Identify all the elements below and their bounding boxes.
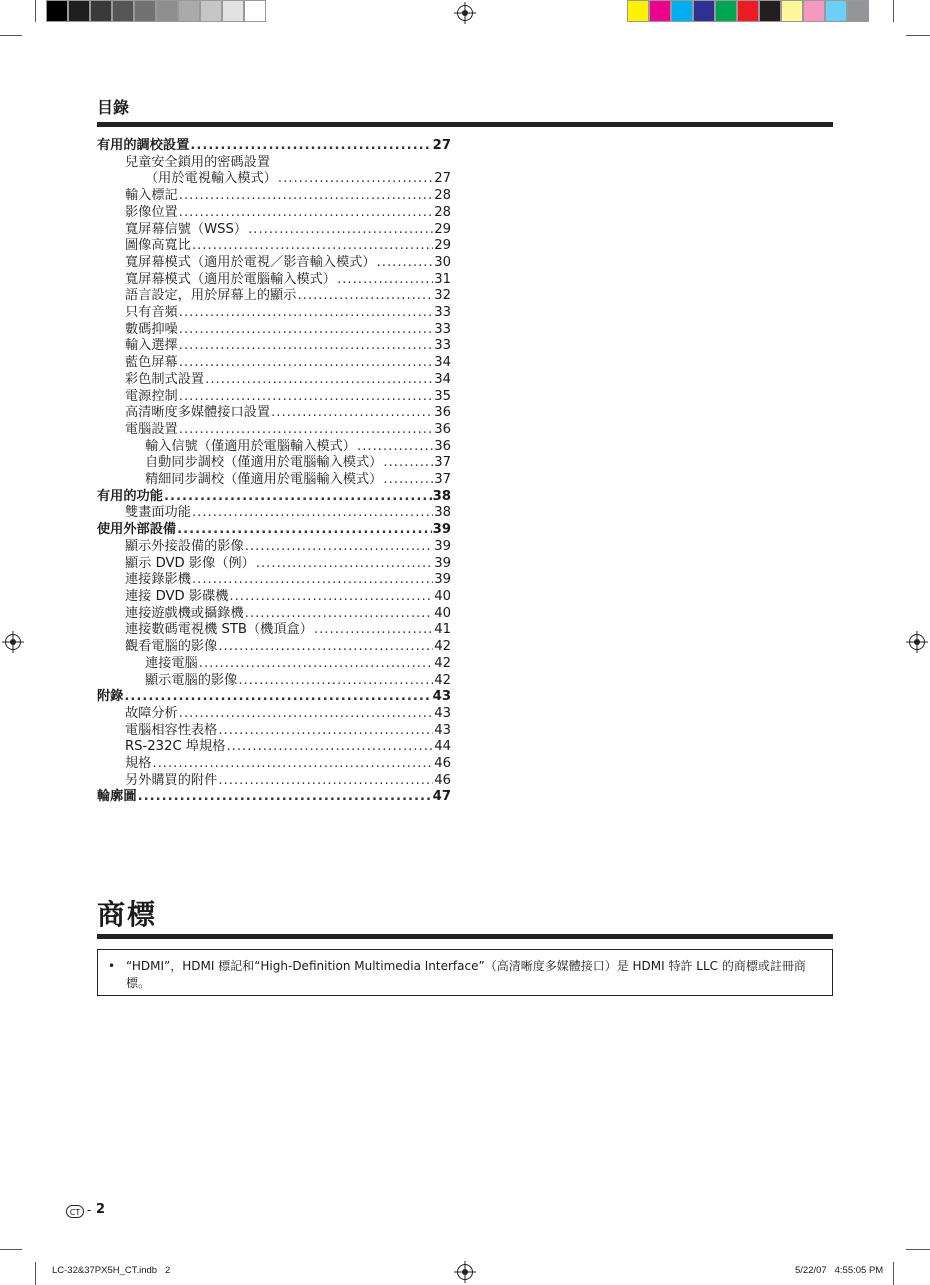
color-swatch bbox=[737, 0, 759, 22]
toc-entry-title: 連接電腦 bbox=[145, 655, 198, 671]
toc-leader-dots bbox=[383, 472, 433, 489]
toc-entry-title: 另外購買的附件 bbox=[125, 772, 218, 788]
toc-leader-dots bbox=[383, 455, 433, 472]
crop-mark bbox=[906, 35, 930, 36]
toc-entry-title: 觀看電腦的影像 bbox=[125, 639, 218, 655]
toc-entry-title: 連接數碼電視機 STB（機頂盒） bbox=[125, 622, 313, 638]
registration-mark-icon bbox=[457, 1264, 473, 1280]
toc-entry[interactable] bbox=[97, 389, 451, 406]
toc-entry-page: 43 bbox=[432, 689, 451, 705]
toc-leader-dots bbox=[297, 288, 433, 305]
color-swatch bbox=[781, 0, 803, 22]
toc-entry-title: 只有音頻 bbox=[125, 305, 178, 321]
toc-entry-title: 有用的功能 bbox=[97, 488, 163, 504]
toc-entry-title: 連接錄影機 bbox=[125, 572, 191, 588]
toc-entry-page: 36 bbox=[434, 421, 451, 437]
toc-entry-title: 顯示外接設備的影像 bbox=[125, 538, 244, 554]
toc-entry-page: 30 bbox=[434, 254, 451, 270]
toc-leader-dots bbox=[179, 422, 433, 439]
toc-entry-title: RS-232C 埠規格 bbox=[125, 739, 226, 755]
toc-leader-dots bbox=[245, 539, 434, 556]
toc-entry-page: 31 bbox=[434, 271, 451, 287]
toc-entry[interactable] bbox=[97, 222, 451, 239]
toc-entry-title: 顯示電腦的影像 bbox=[145, 672, 238, 688]
toc-entry[interactable] bbox=[97, 322, 451, 339]
toc-entry-page: 33 bbox=[434, 338, 451, 354]
toc-entry-page: 34 bbox=[434, 371, 451, 387]
color-calibration-bar bbox=[627, 0, 869, 24]
toc-entry-page: 46 bbox=[434, 756, 451, 772]
toc-entry-page: 43 bbox=[434, 722, 451, 738]
toc-entry[interactable] bbox=[97, 188, 451, 205]
gray-calibration-bar bbox=[46, 0, 266, 24]
toc-leader-dots bbox=[377, 255, 434, 272]
toc-entry[interactable] bbox=[97, 739, 451, 756]
toc-leader-dots bbox=[138, 789, 432, 806]
toc-entry-page: 39 bbox=[432, 522, 451, 538]
toc-entry-title: 藍色屏幕 bbox=[125, 355, 178, 371]
color-swatch bbox=[715, 0, 737, 22]
toc-leader-dots bbox=[190, 138, 431, 155]
toc-leader-dots bbox=[199, 656, 433, 673]
toc-divider bbox=[97, 122, 833, 127]
toc-entry-title: 輸入信號（僅適用於電腦輸入模式） bbox=[145, 438, 356, 454]
color-swatch bbox=[825, 0, 847, 22]
toc-entry-title: 寬屏幕模式（適用於電腦輸入模式） bbox=[125, 271, 336, 287]
footer-timestamp: 5/22/07 4:55:05 PM bbox=[795, 1265, 884, 1276]
toc-entry-page: 28 bbox=[434, 204, 451, 220]
toc-entry-title: 連接遊戲機或攝錄機 bbox=[125, 605, 244, 621]
toc-entry[interactable] bbox=[97, 288, 451, 305]
toc-entry[interactable] bbox=[97, 238, 451, 255]
trademarks-divider bbox=[97, 934, 833, 939]
toc-leader-dots bbox=[179, 706, 433, 723]
toc-entry-title: 高清晰度多媒體接口設置 bbox=[125, 405, 271, 421]
crop-mark bbox=[893, 1262, 894, 1285]
toc-entry-title: 輪廓圖 bbox=[97, 789, 137, 805]
toc-entry-page: 40 bbox=[434, 588, 451, 604]
color-swatch bbox=[244, 0, 266, 22]
toc-leader-dots bbox=[179, 188, 433, 205]
toc-list bbox=[97, 138, 451, 806]
color-swatch bbox=[200, 0, 222, 22]
color-swatch bbox=[112, 0, 134, 22]
toc-entry[interactable] bbox=[97, 472, 451, 489]
registration-mark-icon bbox=[5, 634, 21, 650]
toc-leader-dots bbox=[238, 673, 433, 690]
toc-entry[interactable] bbox=[97, 789, 451, 806]
color-swatch bbox=[627, 0, 649, 22]
toc-entry-page: 46 bbox=[434, 772, 451, 788]
toc-entry-page: 38 bbox=[432, 488, 451, 504]
toc-leader-dots bbox=[192, 238, 433, 255]
toc-entry[interactable] bbox=[97, 272, 451, 289]
toc-entry-page: 37 bbox=[434, 455, 451, 471]
color-swatch bbox=[693, 0, 715, 22]
toc-leader-dots bbox=[179, 389, 433, 406]
toc-entry-page: 40 bbox=[434, 605, 451, 621]
toc-entry-title: 輸入標記 bbox=[125, 188, 178, 204]
crop-mark bbox=[0, 1249, 22, 1250]
toc-entry-title: 彩色制式設置 bbox=[125, 371, 205, 387]
crop-mark bbox=[0, 35, 22, 36]
toc-entry-page: 38 bbox=[434, 505, 451, 521]
toc-entry[interactable] bbox=[97, 338, 451, 355]
toc-entry-title: 附錄 bbox=[97, 689, 124, 705]
language-badge: CT bbox=[66, 1205, 84, 1218]
toc-leader-dots bbox=[179, 355, 433, 372]
toc-entry[interactable] bbox=[97, 756, 451, 773]
toc-entry[interactable] bbox=[97, 455, 451, 472]
crop-mark bbox=[893, 0, 894, 22]
toc-leader-dots bbox=[357, 439, 433, 456]
color-swatch bbox=[68, 0, 90, 22]
toc-entry-title: 顯示 DVD 影像（例） bbox=[125, 555, 255, 571]
toc-leader-dots bbox=[152, 756, 433, 773]
toc-leader-dots bbox=[256, 556, 433, 573]
toc-entry-title: 有用的調校設置 bbox=[97, 138, 190, 153]
toc-entry-title: 故障分析 bbox=[125, 705, 178, 721]
toc-entry[interactable] bbox=[97, 572, 451, 589]
toc-leader-dots bbox=[179, 322, 433, 339]
toc-leader-dots bbox=[124, 689, 431, 706]
toc-leader-dots bbox=[337, 272, 433, 289]
toc-entry[interactable] bbox=[97, 706, 451, 723]
toc-entry-page: 44 bbox=[434, 739, 451, 755]
registration-mark-icon bbox=[457, 5, 473, 21]
toc-entry[interactable] bbox=[97, 689, 451, 706]
toc-leader-dots bbox=[179, 338, 433, 355]
toc-entry-title: 電腦設置 bbox=[125, 421, 178, 437]
toc-leader-dots bbox=[179, 305, 433, 322]
toc-entry-page: 33 bbox=[434, 305, 451, 321]
toc-leader-dots bbox=[229, 589, 433, 606]
toc-entry-page: 36 bbox=[434, 405, 451, 421]
toc-entry-page: 29 bbox=[434, 221, 451, 237]
toc-entry-title: 規格 bbox=[125, 756, 152, 772]
color-swatch bbox=[671, 0, 693, 22]
toc-entry-title: 自動同步調校（僅適用於電腦輸入模式） bbox=[145, 455, 383, 471]
toc-entry-title: 兒童安全鎖用的密碼設置 bbox=[125, 154, 271, 170]
toc-leader-dots bbox=[218, 639, 433, 656]
toc-leader-dots bbox=[245, 606, 434, 623]
color-swatch bbox=[759, 0, 781, 22]
toc-entry-title: （用於電視輸入模式） bbox=[145, 171, 277, 187]
toc-leader-dots bbox=[248, 222, 433, 239]
toc-entry-page: 43 bbox=[434, 705, 451, 721]
toc-entry-page: 47 bbox=[432, 789, 451, 805]
toc-entry[interactable] bbox=[97, 171, 451, 188]
toc-entry-title: 影像位置 bbox=[125, 204, 178, 220]
toc-entry[interactable] bbox=[97, 589, 451, 606]
toc-entry[interactable] bbox=[97, 205, 451, 222]
toc-entry[interactable] bbox=[97, 305, 451, 322]
crop-mark bbox=[35, 0, 36, 22]
toc-leader-dots bbox=[179, 205, 433, 222]
color-swatch bbox=[156, 0, 178, 22]
toc-entry-title: 寬屏幕信號（WSS） bbox=[125, 221, 248, 237]
toc-entry-page: 39 bbox=[434, 538, 451, 554]
toc-entry-page: 35 bbox=[434, 388, 451, 404]
toc-entry[interactable] bbox=[97, 505, 451, 522]
toc-entry-title: 寬屏幕模式（適用於電視／影音輸入模式） bbox=[125, 254, 376, 270]
toc-entry[interactable] bbox=[97, 138, 451, 155]
toc-entry-page: 29 bbox=[434, 238, 451, 254]
toc-leader-dots bbox=[192, 505, 433, 522]
toc-entry-title: 電腦相容性表格 bbox=[125, 722, 218, 738]
toc-entry-page: 27 bbox=[434, 171, 451, 187]
toc-entry-page: 28 bbox=[434, 188, 451, 204]
toc-entry-page: 42 bbox=[434, 672, 451, 688]
toc-leader-dots bbox=[205, 372, 433, 389]
color-swatch bbox=[90, 0, 112, 22]
toc-entry-page: 41 bbox=[434, 622, 451, 638]
toc-entry-title: 連接 DVD 影碟機 bbox=[125, 588, 229, 604]
toc-entry-title: 使用外部設備 bbox=[97, 522, 177, 538]
toc-leader-dots bbox=[177, 522, 432, 539]
toc-entry[interactable] bbox=[97, 422, 451, 439]
toc-entry[interactable] bbox=[97, 639, 451, 656]
toc-leader-dots bbox=[192, 572, 433, 589]
trademarks-heading: 商標 bbox=[97, 898, 158, 931]
toc-entry-page: 42 bbox=[434, 655, 451, 671]
color-swatch bbox=[222, 0, 244, 22]
toc-entry-title: 精細同步調校（僅適用於電腦輸入模式） bbox=[145, 472, 383, 488]
toc-entry[interactable] bbox=[97, 355, 451, 372]
toc-entry[interactable] bbox=[97, 622, 451, 639]
toc-entry[interactable] bbox=[97, 489, 451, 506]
page-number: 2 bbox=[96, 1202, 106, 1217]
toc-entry[interactable] bbox=[97, 773, 451, 790]
toc-entry-page: 34 bbox=[434, 355, 451, 371]
toc-leader-dots bbox=[226, 739, 433, 756]
registration-mark-icon bbox=[909, 634, 925, 650]
toc-leader-dots bbox=[218, 723, 433, 740]
toc-leader-dots bbox=[218, 773, 433, 790]
color-swatch bbox=[134, 0, 156, 22]
toc-leader-dots bbox=[271, 405, 433, 422]
toc-entry[interactable] bbox=[97, 405, 451, 422]
toc-entry-title: 語言設定，用於屏幕上的顯示 bbox=[125, 288, 297, 304]
toc-entry-title: 雙畫面功能 bbox=[125, 505, 191, 521]
page-separator: - bbox=[87, 1203, 92, 1217]
toc-entry[interactable] bbox=[97, 522, 451, 539]
toc-entry[interactable] bbox=[97, 656, 451, 673]
color-swatch bbox=[178, 0, 200, 22]
footer-file-name: LC-32&37PX5H_CT.indb 2 bbox=[52, 1265, 171, 1276]
toc-leader-dots bbox=[164, 489, 432, 506]
toc-leader-dots bbox=[314, 622, 433, 639]
toc-entry-page: 36 bbox=[434, 438, 451, 454]
toc-entry[interactable] bbox=[97, 255, 451, 272]
toc-entry-page: 42 bbox=[434, 639, 451, 655]
trademarks-notice-box bbox=[97, 949, 833, 996]
toc-entry[interactable] bbox=[97, 556, 451, 573]
toc-entry[interactable] bbox=[97, 372, 451, 389]
bullet-icon: • bbox=[108, 959, 116, 973]
toc-entry-title: 電源控制 bbox=[125, 388, 178, 404]
color-swatch bbox=[649, 0, 671, 22]
toc-entry[interactable] bbox=[97, 155, 451, 172]
toc-entry-title: 輸入選擇 bbox=[125, 338, 178, 354]
crop-mark bbox=[906, 1249, 930, 1250]
toc-entry[interactable] bbox=[97, 539, 451, 556]
toc-entry-page: 27 bbox=[432, 138, 451, 153]
toc-entry[interactable] bbox=[97, 439, 451, 456]
toc-entry-title: 數碼抑噪 bbox=[125, 321, 178, 337]
color-swatch bbox=[847, 0, 869, 22]
color-swatch bbox=[46, 0, 68, 22]
toc-entry[interactable] bbox=[97, 673, 451, 690]
toc-heading: 目錄 bbox=[97, 98, 130, 117]
crop-mark bbox=[35, 1262, 36, 1285]
color-swatch bbox=[803, 0, 825, 22]
toc-entry-page: 39 bbox=[434, 555, 451, 571]
toc-leader-dots bbox=[278, 171, 433, 188]
toc-entry[interactable] bbox=[97, 606, 451, 623]
trademarks-text: “HDMI”，HDMI 標記和“High-Definition Multimedia Interface”（高清晰度多媒體接口）是 HDMI 特許 LLC 的商標或註冊商標。 bbox=[126, 959, 806, 990]
toc-entry-page: 37 bbox=[434, 472, 451, 488]
toc-entry-title: 圖像高寬比 bbox=[125, 238, 191, 254]
toc-entry-page: 39 bbox=[434, 572, 451, 588]
toc-entry[interactable] bbox=[97, 723, 451, 740]
toc-entry-page: 32 bbox=[434, 288, 451, 304]
toc-entry-page: 33 bbox=[434, 321, 451, 337]
